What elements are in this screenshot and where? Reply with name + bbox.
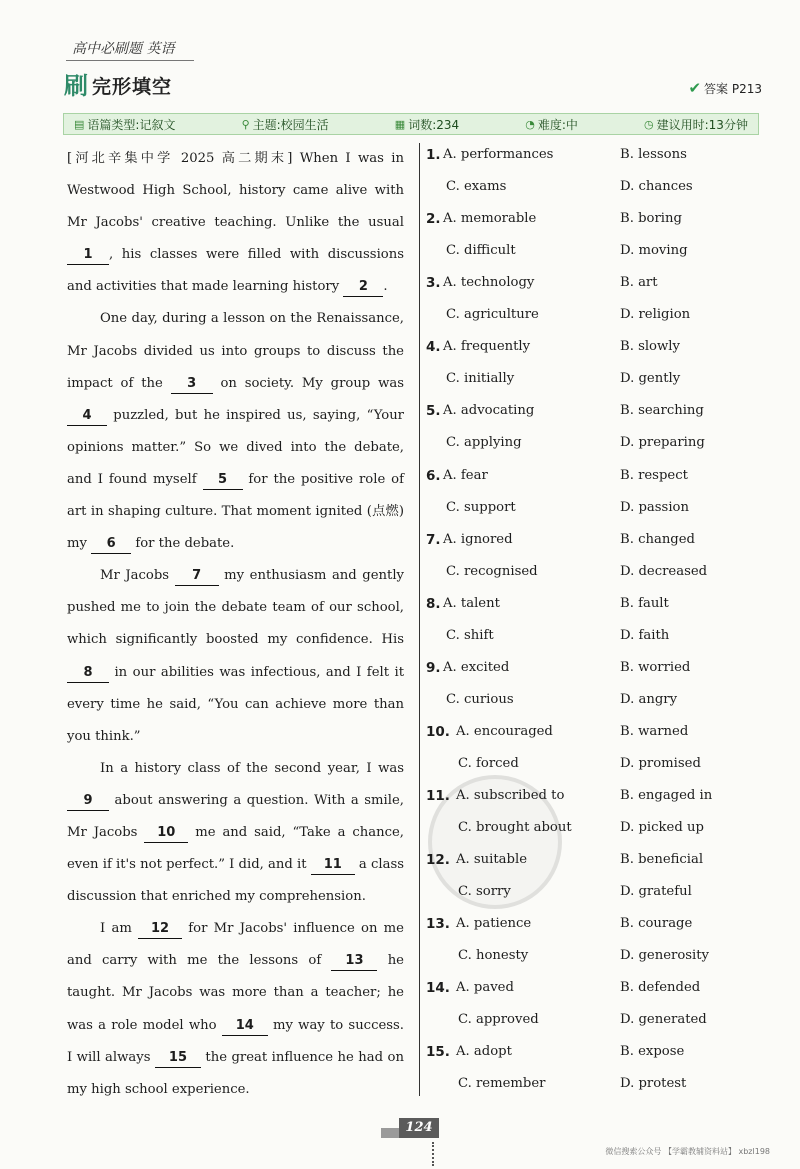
section-title [64,72,172,99]
passage-text: for the debate. [131,536,235,552]
passage-text: puzzled, but he inspired us, saying, “Your opinions matter.” So we dived into the debate, and I found myself [67,407,404,487]
passage-text: for Mr Jacobs' influence on me and carry with me the lessons of [67,921,404,969]
option-row-cd [426,689,766,721]
option-d[interactable]: D. picked up [620,820,704,836]
blank-6: 6 [91,535,131,554]
option-row-ab [426,977,766,1009]
passage-text: on society. My group was [212,375,404,391]
option-row-ab [426,144,766,176]
blank-4: 4 [67,407,107,426]
option-row-ab [426,657,766,689]
passage [67,143,404,1106]
option-d[interactable]: D. protest [620,1076,687,1092]
passage-text: One day, during a lesson on the Renaissance, Mr Jacobs divided us into groups to discuss the impact of the [67,311,404,391]
option-row-ab [426,400,766,432]
blank-12: 12 [138,920,182,939]
option-row-ab [426,593,766,625]
option-b[interactable]: B. fault [620,595,669,611]
option-row-cd [426,753,766,785]
question-number: 9. [426,659,441,676]
info-topic-text: 主题:校园生活 [252,117,329,132]
blank-9: 9 [67,792,109,811]
option-a[interactable]: A. frequently [443,339,531,355]
passage-text: about answering a question. With a smile, Mr Jacobs [67,792,404,840]
option-b[interactable]: B. changed [620,531,695,547]
passage-text: a class discussion that enriched my comprehension. [67,857,404,905]
passage-text: he taught. Mr Jacobs was more than a teacher; he was a role model who [67,953,404,1033]
column-divider [419,143,420,1096]
option-row-ab [426,465,766,497]
option-row-ab [426,1041,766,1073]
question-number: 15. [426,1044,450,1061]
option-c[interactable]: C. recognised [446,563,538,579]
passage-text: in our abilities was infectious, and I felt it every time he said, “You can achieve more than you think.” [67,664,404,744]
option-c[interactable]: C. agriculture [446,307,539,323]
option-row-cd [426,561,766,593]
info-time-text: 建议用时:13分钟 [656,117,748,132]
option-row-ab [426,785,766,817]
option-row-cd [426,817,766,849]
header-rule [66,60,194,61]
info-words [395,116,459,133]
option-row-ab [426,208,766,240]
book-title: 高中必刷题 英语 [72,41,175,57]
option-c[interactable]: C. initially [446,371,515,387]
passage-text: [河北辛集中学 2025 高二期末] When I was in Westwood High School, history came alive with Mr Jacobs' creative teaching. Unlike the usual [67,151,404,231]
option-row-cd [426,625,766,657]
option-b[interactable]: B. engaged in [620,788,713,803]
option-b[interactable]: B. respect [620,467,688,483]
option-c[interactable]: C. applying [446,435,522,451]
option-row-ab [426,913,766,945]
blank-1: 1 [67,246,109,265]
question-number: 1. [426,147,441,163]
option-row-cd [426,497,766,529]
gauge-icon: ◔ [525,117,535,131]
answer-reference [688,79,762,97]
passage-text: my way to success. I will always [67,1017,404,1065]
passage-text: my enthusiasm and gently pushed me to join the debate team of our school, which significantly boosted my confidence. His [67,568,404,648]
option-row-cd [426,945,766,977]
option-d[interactable]: D. moving [620,243,688,259]
option-row-ab [426,849,766,881]
option-row-cd [426,304,766,336]
passage-text: Mr Jacobs [100,568,175,584]
passage-text: I am [100,921,139,937]
option-row-cd [426,432,766,464]
option-d[interactable]: D. passion [620,499,689,515]
info-topic [242,116,329,133]
option-c[interactable]: C. remember [458,1076,546,1092]
paragraph-4 [67,753,404,913]
option-a[interactable]: A. ignored [443,531,513,547]
option-a[interactable]: A. fear [443,467,488,483]
option-d[interactable]: D. faith [620,627,670,643]
option-a[interactable]: A. memorable [443,211,537,227]
blank-3: 3 [171,375,213,394]
option-d[interactable]: D. decreased [620,563,708,579]
option-d[interactable]: D. gently [620,371,681,387]
option-row-ab [426,336,766,368]
option-d[interactable]: D. preparing [620,435,705,451]
question-number: 6. [426,467,441,484]
option-a[interactable]: A. excited [443,659,510,675]
footer-note: 微信搜索公众号 【学霸教辅资料站】 xbzl198 [605,1147,770,1156]
option-a[interactable]: A. subscribed to [456,788,565,803]
option-a[interactable]: A. advocating [443,403,535,419]
question-number: 13. [426,916,450,933]
info-type [74,116,175,133]
option-d[interactable]: D. grateful [620,884,692,900]
option-row-cd [426,176,766,208]
option-a[interactable]: A. encouraged [456,723,553,739]
info-words-text: 词数:234 [408,117,460,132]
question-number: 12. [426,852,450,869]
checkmark-icon: ✔ [688,79,702,97]
option-a[interactable]: A. adopt [456,1044,512,1060]
blank-14: 14 [222,1017,268,1036]
question-number: 7. [426,531,441,548]
option-c[interactable]: C. difficult [446,243,516,259]
option-c[interactable]: C. exams [446,179,507,195]
option-c[interactable]: C. forced [458,755,519,771]
question-number: 3. [426,275,441,292]
blank-5: 5 [203,471,243,490]
blank-2: 2 [343,278,383,297]
passage-text: , his classes were filled with discussions and activities that made learning history [67,247,404,295]
paragraph-5 [67,913,404,1106]
option-b[interactable]: B. worried [620,659,691,675]
question-number: 10. [426,723,450,740]
option-b[interactable]: B. warned [620,723,689,739]
option-row-ab [426,721,766,753]
option-d[interactable]: D. generosity [620,948,710,964]
question-number: 2. [426,211,441,228]
clock-icon: ◷ [644,117,654,131]
paragraph-3 [67,560,404,753]
option-row-cd [426,1009,766,1041]
option-b[interactable]: B. art [620,275,658,291]
option-b[interactable]: B. boring [620,211,682,227]
option-a[interactable]: A. performances [443,147,554,162]
info-difficulty [525,116,578,133]
question-number: 5. [426,403,441,420]
option-d[interactable]: D. chances [620,179,693,195]
blank-8: 8 [67,664,109,683]
count-icon: ▦ [394,117,406,131]
info-bar [63,113,759,135]
paragraph-1 [67,143,404,303]
option-d[interactable]: D. promised [620,755,701,771]
option-a[interactable]: A. technology [443,275,535,291]
info-time [644,116,748,133]
page-number-decoration [381,1128,399,1138]
option-row-cd [426,881,766,913]
option-c[interactable]: C. support [446,499,516,515]
page-dots [432,1142,434,1166]
blank-11: 11 [311,856,355,875]
question-number: 4. [426,339,441,356]
blank-7: 7 [175,567,219,586]
blank-15: 15 [155,1049,201,1068]
question-number: 8. [426,595,441,612]
option-c[interactable]: C. honesty [458,948,529,964]
section-title-text: 完形填空 [92,76,173,98]
passage-text: for the positive role of art in shaping culture. That moment ignited (点燃) my [67,471,404,552]
answer-page: 答案 P213 [704,81,762,96]
option-d[interactable]: D. angry [620,691,678,707]
passage-text: the great influence he had on my high school experience. [67,1049,404,1097]
option-b[interactable]: B. defended [620,980,701,996]
option-c[interactable]: C. brought about [458,820,572,836]
option-a[interactable]: A. talent [443,595,500,611]
option-row-cd [426,368,766,400]
passage-text: me and said, “Take a chance, even if it's not perfect.” I did, and it [67,824,405,873]
document-icon: ▤ [74,117,85,131]
brush-logo: 刷 [64,71,88,100]
option-b[interactable]: B. expose [620,1044,685,1060]
option-d[interactable]: D. generated [620,1012,707,1028]
option-b[interactable]: B. beneficial [620,852,704,868]
question-number: 14. [426,980,450,997]
option-row-ab [426,529,766,561]
search-icon: ⚲ [241,117,250,131]
option-d[interactable]: D. religion [620,307,691,323]
option-b[interactable]: B. slowly [620,339,680,355]
option-a[interactable]: A. paved [456,980,514,996]
option-b[interactable]: B. courage [620,916,693,932]
blank-13: 13 [331,952,377,971]
option-c[interactable]: C. approved [458,1012,539,1028]
option-b[interactable]: B. lessons [620,147,687,162]
blank-10: 10 [144,824,188,843]
option-a[interactable]: A. suitable [456,852,528,868]
option-row-cd [426,1073,766,1105]
option-row-cd [426,240,766,272]
paragraph-2 [67,303,404,560]
passage-text: In a history class of the second year, I was [100,760,404,776]
option-c[interactable]: C. sorry [458,884,511,900]
info-difficulty-text: 难度:中 [537,117,578,132]
option-row-ab [426,272,766,304]
info-type-text: 语篇类型:记叙文 [87,117,176,132]
option-b[interactable]: B. searching [620,403,704,419]
passage-text: . [383,279,388,295]
option-c[interactable]: C. shift [446,627,494,643]
option-a[interactable]: A. patience [456,916,532,932]
question-number: 11. [426,788,450,804]
page-number: 124 [399,1118,439,1138]
option-c[interactable]: C. curious [446,691,514,707]
